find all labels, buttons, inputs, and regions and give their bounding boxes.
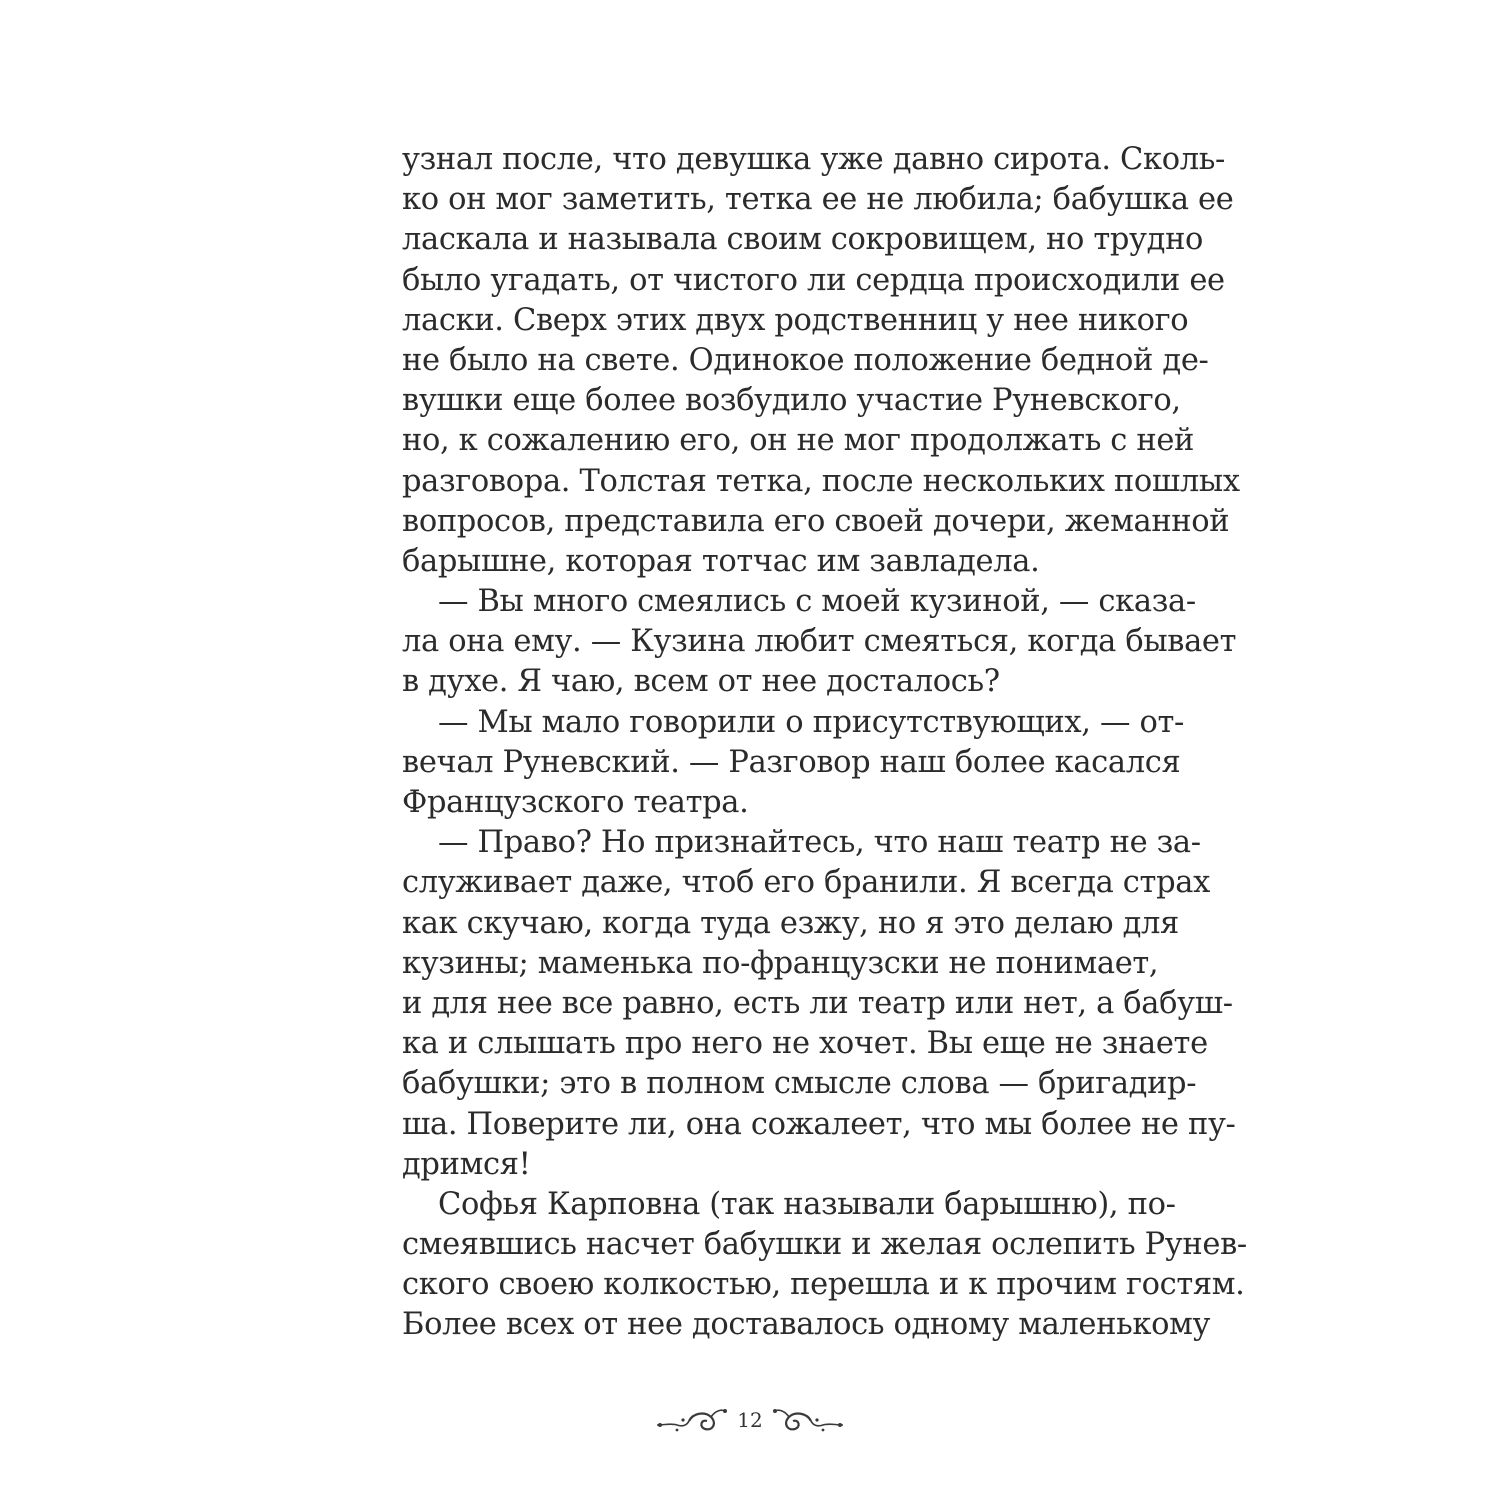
text-line: Софья Карповна (так называли барышню), по- bbox=[438, 1186, 1176, 1222]
text-line: вечал Руневский. — Разговор наш более касался bbox=[402, 744, 1181, 780]
text-line: но, к сожалению его, он не мог продолжать с ней bbox=[402, 423, 1195, 459]
text-line: ласкала и называла своим сокровищем, но трудно bbox=[402, 222, 1204, 258]
text-line: бабушки; это в полном смысле слова — бригадир- bbox=[402, 1066, 1197, 1102]
text-line: ша. Поверите ли, она сожалеет, что мы более не пу- bbox=[402, 1106, 1236, 1142]
text-line: — Мы мало говорили о присутствующих, — от- bbox=[438, 704, 1184, 740]
text-line: вопросов, представила его своей дочери, жеманной bbox=[402, 503, 1230, 539]
text-line: и для нее все равно, есть ли театр или нет, а бабуш- bbox=[402, 985, 1233, 1021]
text-line: ла она ему. — Кузина любит смеяться, когда бывает bbox=[402, 624, 1237, 660]
text-line: ко он мог заметить, тетка ее не любила; бабушка ее bbox=[402, 182, 1234, 218]
page-footer bbox=[650, 1400, 850, 1440]
text-line: разговора. Толстая тетка, после нескольких пошлых bbox=[402, 463, 1240, 499]
body-text bbox=[402, 140, 1247, 1346]
text-line: как скучаю, когда туда езжу, но я это делаю для bbox=[402, 905, 1179, 941]
text-line: ласки. Сверх этих двух родственниц у нее никого bbox=[402, 302, 1189, 338]
text-line: барышне, которая тотчас им завладела. bbox=[402, 543, 1040, 579]
text-line: Более всех от нее доставалось одному маленькому bbox=[402, 1307, 1211, 1343]
scroll-ornament-left-icon bbox=[655, 1407, 729, 1433]
text-line: не было на свете. Одинокое положение бедной де- bbox=[402, 342, 1209, 378]
text-line: — Право? Но признайтесь, что наш театр не за- bbox=[438, 825, 1201, 861]
text-line: смеявшись насчет бабушки и желая ослепить Рунев- bbox=[402, 1227, 1247, 1263]
text-line: узнал после, что девушка уже давно сирота. Сколь- bbox=[402, 142, 1226, 177]
page-number: 12 bbox=[737, 1408, 763, 1432]
text-line: было угадать, от чистого ли сердца происходили ее bbox=[402, 262, 1225, 298]
text-line: — Вы много смеялись с моей кузиной, — сказа- bbox=[438, 584, 1196, 620]
scroll-ornament-right-icon bbox=[771, 1407, 845, 1433]
text-line: кузины; маменька по-французски не понимает, bbox=[402, 945, 1159, 981]
text-line: ка и слышать про него не хочет. Вы еще не знаете bbox=[402, 1026, 1208, 1062]
text-line: служивает даже, чтоб его бранили. Я всегда страх bbox=[402, 865, 1210, 901]
text-line: вушки еще более возбудило участие Руневского, bbox=[402, 383, 1181, 419]
text-line: Французского театра. bbox=[402, 785, 749, 820]
text-line: ского своею колкостью, перешла и к прочим гостям. bbox=[402, 1267, 1245, 1303]
text-line: дримся! bbox=[402, 1146, 531, 1182]
text-line: в духе. Я чаю, всем от нее досталось? bbox=[402, 664, 1000, 700]
